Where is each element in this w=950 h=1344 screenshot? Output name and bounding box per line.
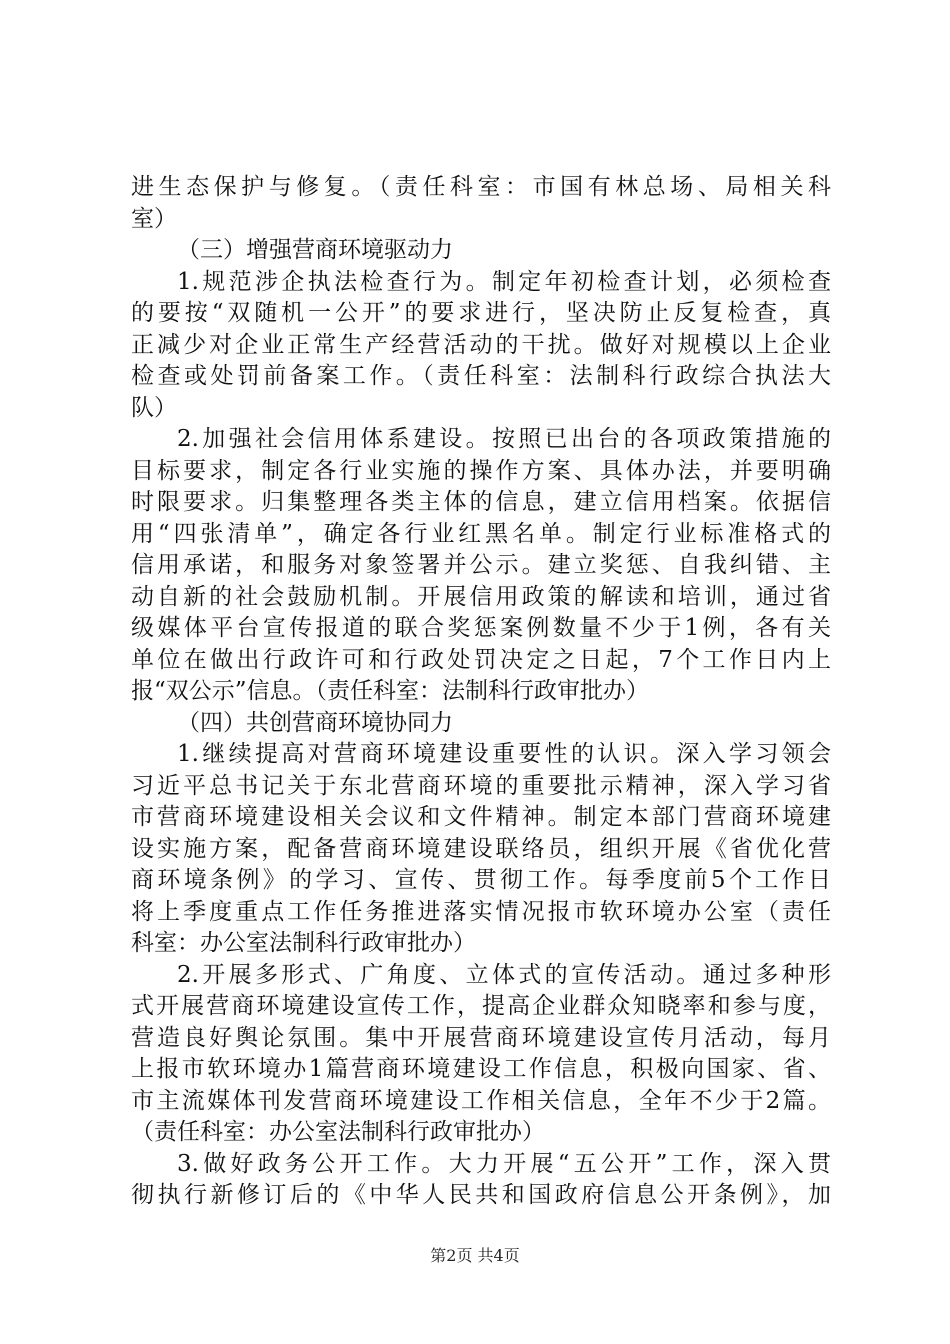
- text-line: 级媒体平台宣传报道的联合奖惩案例数量不少于1例，各有关: [131, 615, 831, 641]
- text-line: 习近平总书记关于东北营商环境的重要批示精神，深入学习省: [131, 772, 831, 799]
- text-line: 营造良好舆论氛围。集中开展营商环境建设宣传月活动，每月: [131, 1024, 831, 1051]
- document-body: [131, 172, 831, 1212]
- text-line: 2.加强社会信用体系建设。按照已出台的各项政策措施的: [177, 426, 831, 452]
- text-line: 正减少对企业正常生产经营活动的干扰。做好对规模以上企业: [131, 331, 831, 358]
- text-line: 将上季度重点工作任务推进落实情况报市软环境办公室（责任: [131, 898, 831, 925]
- text-line: 1.继续提高对营商环境建设重要性的认识。深入学习领会: [177, 741, 831, 767]
- text-line: 市主流媒体刊发营商环境建设工作相关信息，全年不少于2篇。: [131, 1087, 831, 1114]
- text-line: 2.开展多形式、广角度、立体式的宣传活动。通过多种形: [177, 961, 831, 988]
- text-line: 设实施方案，配备营商环境建设联络员，组织开展《省优化营: [131, 835, 831, 862]
- text-line: 动自新的社会鼓励机制。开展信用政策的解读和培训，通过省: [131, 583, 831, 610]
- page-number-footer: 第2页 共4页: [430, 1246, 520, 1265]
- section-heading: （三）增强营商环境驱动力: [177, 237, 453, 263]
- text-line: 进生态保护与修复。（责任科室：市国有林总场、局相关科: [131, 174, 831, 200]
- text-line: 商环境条例》的学习、宣传、贯彻工作。每季度前5个工作日: [131, 867, 831, 893]
- text-line: 的要按“双随机一公开”的要求进行，坚决防止反复检查，真: [131, 300, 831, 326]
- text-line: 室）: [131, 205, 177, 232]
- text-line: 式开展营商环境建设宣传工作，提高企业群众知晓率和参与度，: [131, 993, 831, 1019]
- text-line: 队）: [131, 394, 177, 421]
- text-line: 信用承诺，和服务对象签署并公示。建立奖惩、自我纠错、主: [131, 552, 831, 578]
- text-line: 用“四张清单”，确定各行业红黑名单。制定行业标准格式的: [131, 520, 831, 547]
- text-line: 彻执行新修订后的《中华人民共和国政府信息公开条例》，加: [131, 1182, 831, 1208]
- section-heading: （四）共创营商环境协同力: [177, 709, 453, 736]
- text-line: 1.规范涉企执法检查行为。制定年初检查计划，必须检查: [177, 268, 831, 295]
- text-line: 3.做好政务公开工作。大力开展“五公开”工作，深入贯: [177, 1150, 831, 1177]
- text-line: 市营商环境建设相关会议和文件精神。制定本部门营商环境建: [131, 804, 831, 830]
- text-line: 目标要求，制定各行业实施的操作方案、具体办法，并要明确: [131, 457, 831, 484]
- text-line: 时限要求。归集整理各类主体的信息，建立信用档案。依据信: [131, 489, 831, 515]
- text-line: 上报市软环境办1篇营商环境建设工作信息，积极向国家、省、: [131, 1056, 831, 1082]
- text-line: （责任科室：办公室法制科行政审批办）: [131, 1119, 545, 1145]
- text-line: 报“双公示”信息。（责任科室：法制科行政审批办）: [131, 678, 650, 704]
- text-line: 检查或处罚前备案工作。（责任科室：法制科行政综合执法大: [131, 363, 831, 389]
- text-line: 单位在做出行政许可和行政处罚决定之日起，7个工作日内上: [131, 646, 831, 673]
- text-line: 科室：办公室法制科行政审批办）: [131, 930, 476, 956]
